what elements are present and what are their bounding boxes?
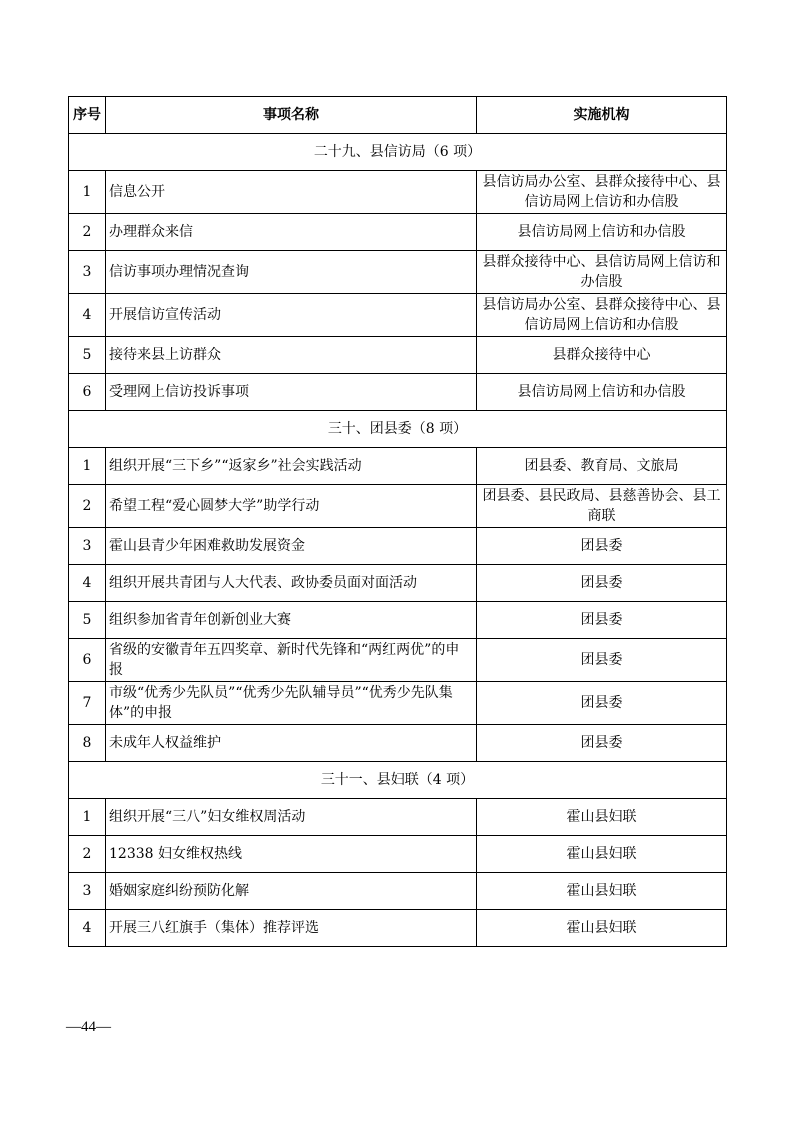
- row-org: 团县委: [477, 565, 727, 602]
- service-items-table: [68, 96, 727, 947]
- table-row: [69, 485, 727, 528]
- section-header-row: [69, 411, 727, 448]
- row-num: 1: [69, 171, 106, 214]
- table-header-row: [69, 97, 727, 134]
- table-row: [69, 448, 727, 485]
- section-title: 二十九、县信访局（6 项）: [69, 134, 727, 171]
- section-header-row: [69, 762, 727, 799]
- table-row: [69, 294, 727, 337]
- header-org: 实施机构: [477, 97, 727, 134]
- row-num: 6: [69, 639, 106, 682]
- row-item-name: 组织开展“三下乡”“返家乡”社会实践活动: [106, 448, 477, 485]
- row-item-name: 希望工程“爱心圆梦大学”助学行动: [106, 485, 477, 528]
- row-num: 2: [69, 836, 106, 873]
- table-row: [69, 374, 727, 411]
- row-item-name: 接待来县上访群众: [106, 337, 477, 374]
- row-num: 4: [69, 294, 106, 337]
- row-item-name: 开展三八红旗手（集体）推荐评选: [106, 910, 477, 947]
- table-row: [69, 337, 727, 374]
- header-num: 序号: [69, 97, 106, 134]
- row-org: 团县委: [477, 602, 727, 639]
- row-org: 县信访局网上信访和办信股: [477, 374, 727, 411]
- section-title: 三十一、县妇联（4 项）: [69, 762, 727, 799]
- row-org: 霍山县妇联: [477, 910, 727, 947]
- table-row: [69, 528, 727, 565]
- row-num: 5: [69, 337, 106, 374]
- table-row: [69, 682, 727, 725]
- row-item-name: 受理网上信访投诉事项: [106, 374, 477, 411]
- row-num: 5: [69, 602, 106, 639]
- table-row: [69, 639, 727, 682]
- row-item-name: 组织开展共青团与人大代表、政协委员面对面活动: [106, 565, 477, 602]
- row-num: 3: [69, 528, 106, 565]
- row-item-name: 霍山县青少年困难救助发展资金: [106, 528, 477, 565]
- row-item-name: 省级的安徽青年五四奖章、新时代先锋和“两红两优”的申报: [106, 639, 477, 682]
- table-row: [69, 799, 727, 836]
- row-item-name: 未成年人权益维护: [106, 725, 477, 762]
- row-num: 1: [69, 448, 106, 485]
- row-org: 县群众接待中心: [477, 337, 727, 374]
- row-org: 团县委、教育局、文旅局: [477, 448, 727, 485]
- table-row: [69, 214, 727, 251]
- row-item-name: 组织参加省青年创新创业大赛: [106, 602, 477, 639]
- row-org: 县信访局办公室、县群众接待中心、县信访局网上信访和办信股: [477, 171, 727, 214]
- table-row: [69, 602, 727, 639]
- row-org: 霍山县妇联: [477, 873, 727, 910]
- row-org: 团县委: [477, 725, 727, 762]
- table-row: [69, 910, 727, 947]
- table-row: [69, 171, 727, 214]
- row-num: 1: [69, 799, 106, 836]
- section-title: 三十、团县委（8 项）: [69, 411, 727, 448]
- row-item-name: 办理群众来信: [106, 214, 477, 251]
- table-row: [69, 873, 727, 910]
- row-num: 6: [69, 374, 106, 411]
- row-org: 团县委、县民政局、县慈善协会、县工商联: [477, 485, 727, 528]
- page-number: —44—: [66, 1019, 111, 1035]
- row-org: 团县委: [477, 639, 727, 682]
- row-item-name: 组织开展“三八”妇女维权周活动: [106, 799, 477, 836]
- row-org: 县群众接待中心、县信访局网上信访和办信股: [477, 251, 727, 294]
- table-row: [69, 565, 727, 602]
- row-org: 县信访局网上信访和办信股: [477, 214, 727, 251]
- row-item-name: 婚姻家庭纠纷预防化解: [106, 873, 477, 910]
- row-org: 县信访局办公室、县群众接待中心、县信访局网上信访和办信股: [477, 294, 727, 337]
- row-num: 3: [69, 873, 106, 910]
- row-num: 3: [69, 251, 106, 294]
- row-org: 团县委: [477, 682, 727, 725]
- row-num: 2: [69, 214, 106, 251]
- row-num: 2: [69, 485, 106, 528]
- row-org: 团县委: [477, 528, 727, 565]
- row-num: 7: [69, 682, 106, 725]
- table-row: [69, 251, 727, 294]
- row-item-name: 信息公开: [106, 171, 477, 214]
- row-item-name: 12338 妇女维权热线: [106, 836, 477, 873]
- row-item-name: 开展信访宣传活动: [106, 294, 477, 337]
- table-row: [69, 836, 727, 873]
- row-org: 霍山县妇联: [477, 799, 727, 836]
- table-row: [69, 725, 727, 762]
- row-item-name: 信访事项办理情况查询: [106, 251, 477, 294]
- header-item-name: 事项名称: [106, 97, 477, 134]
- row-org: 霍山县妇联: [477, 836, 727, 873]
- row-item-name: 市级“优秀少先队员”“优秀少先队辅导员”“优秀少先队集体”的申报: [106, 682, 477, 725]
- row-num: 4: [69, 910, 106, 947]
- section-header-row: [69, 134, 727, 171]
- row-num: 8: [69, 725, 106, 762]
- row-num: 4: [69, 565, 106, 602]
